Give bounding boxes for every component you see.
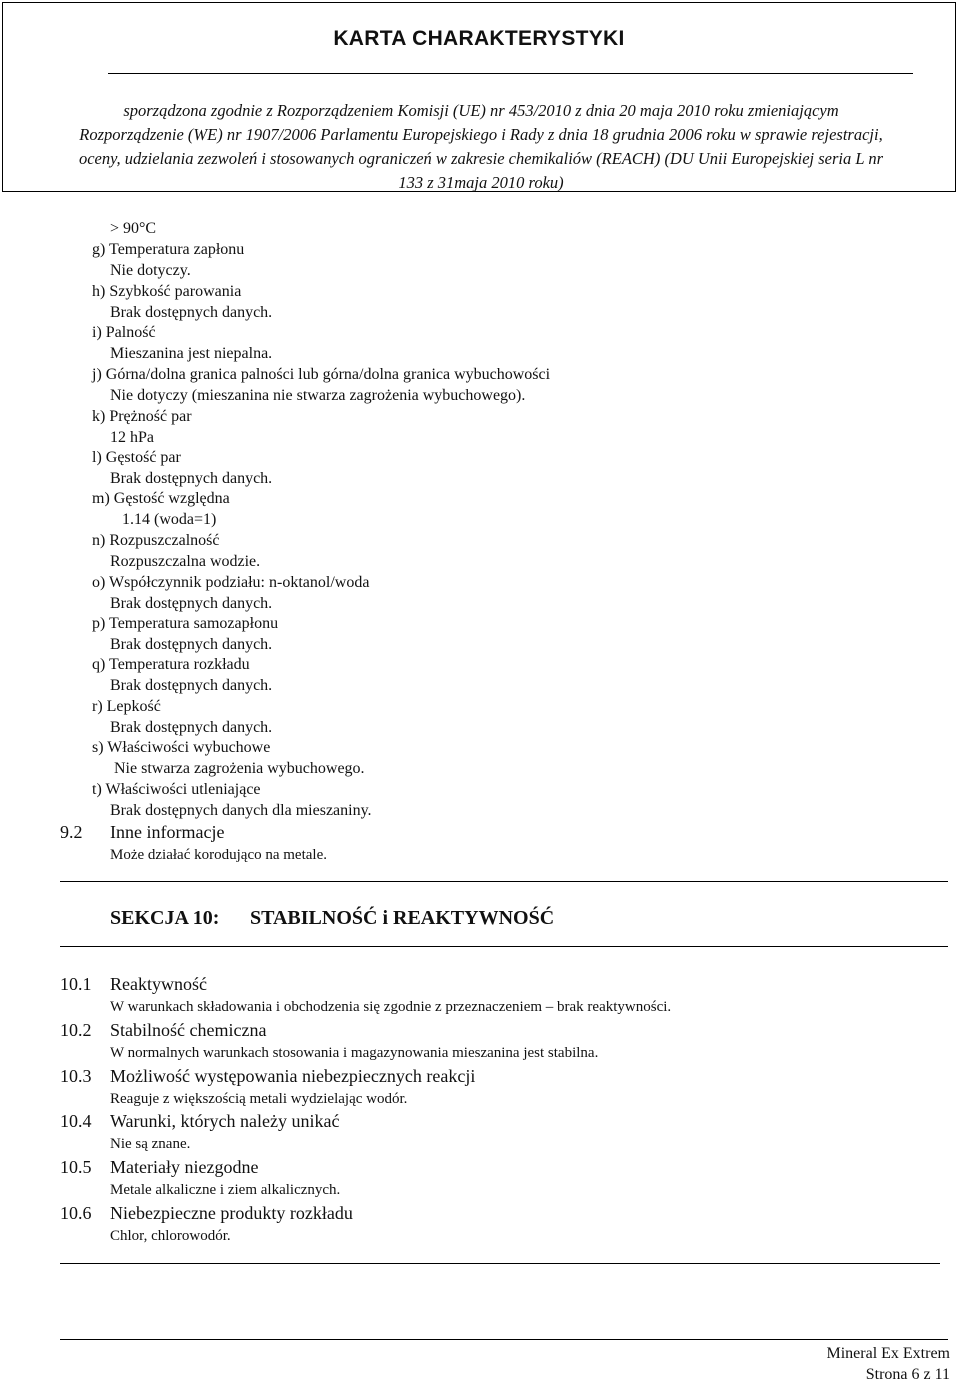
document-title: KARTA CHARAKTERYSTYKI: [333, 27, 625, 50]
property-label: q) Temperatura rozkładu: [92, 656, 250, 673]
property-label: g) Temperatura zapłonu: [92, 241, 245, 258]
property-label: r) Lepkość: [92, 698, 161, 715]
regulation-subtitle: [53, 99, 909, 195]
subsection-number: 10.2: [60, 1020, 92, 1040]
property-value: 12 hPa: [110, 429, 154, 446]
property-value: Rozpuszczalna wodzie.: [110, 553, 261, 570]
property-value: Brak dostępnych danych.: [110, 719, 273, 736]
subtitle-line: sporządzona zgodnie z Rozporządzeniem Komisji (UE) nr 453/2010 z dnia 20 maja 2010 roku zmieniającym: [123, 101, 839, 120]
divider: [60, 881, 948, 882]
property-value: Brak dostępnych danych dla mieszaniny.: [110, 802, 372, 819]
product-name: Mineral Ex Extrem: [826, 1345, 950, 1362]
section-label: SEKCJA 10:: [110, 907, 220, 929]
subsection-number: 10.3: [60, 1066, 92, 1086]
subsection-number: 10.1: [60, 974, 92, 994]
subsection-title: Możliwość występowania niebezpiecznych reakcji: [110, 1066, 476, 1086]
property-label: i) Palność: [92, 324, 156, 341]
subsection-text: Może działać korodująco na metale.: [110, 847, 327, 863]
subsection-text: Reaguje z większością metali wydzielając wodór.: [110, 1091, 408, 1107]
subsection-title: Inne informacje: [110, 822, 225, 842]
title-underline: [108, 73, 913, 74]
property-label: m) Gęstość względna: [92, 490, 230, 507]
property-label: j) Górna/dolna granica palności lub górna/dolna granica wybuchowości: [92, 366, 551, 383]
property-value: Brak dostępnych danych.: [110, 304, 273, 321]
property-value: Nie dotyczy.: [110, 262, 191, 279]
subsection-text: W warunkach składowania i obchodzenia się zgodnie z przeznaczeniem – brak reaktywności.: [110, 999, 672, 1015]
subsection-text: Chlor, chlorowodór.: [110, 1228, 231, 1244]
subsection-title: Niebezpieczne produkty rozkładu: [110, 1203, 353, 1223]
property-label: o) Współczynnik podziału: n-oktanol/woda: [92, 574, 370, 591]
subsection-title: Materiały niezgodne: [110, 1157, 259, 1177]
property-label: s) Właściwości wybuchowe: [92, 739, 271, 756]
divider: [60, 946, 948, 947]
property-label: p) Temperatura samozapłonu: [92, 615, 279, 632]
property-value: Nie stwarza zagrożenia wybuchowego.: [114, 760, 365, 777]
property-value: Brak dostępnych danych.: [110, 677, 273, 694]
property-value: Nie dotyczy (mieszanina nie stwarza zagrożenia wybuchowego).: [110, 387, 526, 404]
property-label: h) Szybkość parowania: [92, 283, 242, 300]
subsection-text: Nie są znane.: [110, 1136, 191, 1152]
subtitle-line: 133 z 31maja 2010 roku): [398, 173, 564, 192]
document-header: [2, 2, 956, 192]
property-label: n) Rozpuszczalność: [92, 532, 220, 549]
property-label: t) Właściwości utleniające: [92, 781, 261, 798]
section-title: STABILNOŚĆ i REAKTYWNOŚĆ: [250, 907, 555, 929]
property-label: k) Prężność par: [92, 408, 192, 425]
subsection-title: Reaktywność: [110, 974, 207, 994]
subsection-title: Warunki, których należy unikać: [110, 1111, 340, 1131]
subsection-number: 9.2: [60, 822, 83, 842]
boiling-point-value: > 90°C: [110, 220, 157, 237]
subsection-number: 10.4: [60, 1111, 92, 1131]
subsection-number: 10.5: [60, 1157, 92, 1177]
property-value: Brak dostępnych danych.: [110, 470, 273, 487]
property-value: Brak dostępnych danych.: [110, 636, 273, 653]
subtitle-line: Rozporządzenie (WE) nr 1907/2006 Parlamentu Europejskiego i Rady z dnia 18 grudnia 2006 roku w sprawie rejestracji,: [79, 125, 883, 144]
property-value: Brak dostępnych danych.: [110, 595, 273, 612]
page-number: Strona 6 z 11: [865, 1366, 950, 1383]
subsection-text: Metale alkaliczne i ziem alkalicznych.: [110, 1182, 341, 1198]
subsection-text: W normalnych warunkach stosowania i magazynowania mieszanina jest stabilna.: [110, 1045, 599, 1061]
property-value: 1.14 (woda=1): [122, 511, 217, 528]
subsection-number: 10.6: [60, 1203, 92, 1223]
property-value: Mieszanina jest niepalna.: [110, 345, 273, 362]
subsection-title: Stabilność chemiczna: [110, 1020, 267, 1040]
property-label: l) Gęstość par: [92, 449, 181, 466]
footer-rule: [60, 1339, 948, 1340]
divider: [60, 1263, 940, 1264]
subtitle-line: oceny, udzielania zezwoleń i stosowanych ograniczeń w zakresie chemikaliów (REACH) (DU Unii Europejskiej seria L nr: [78, 149, 884, 168]
